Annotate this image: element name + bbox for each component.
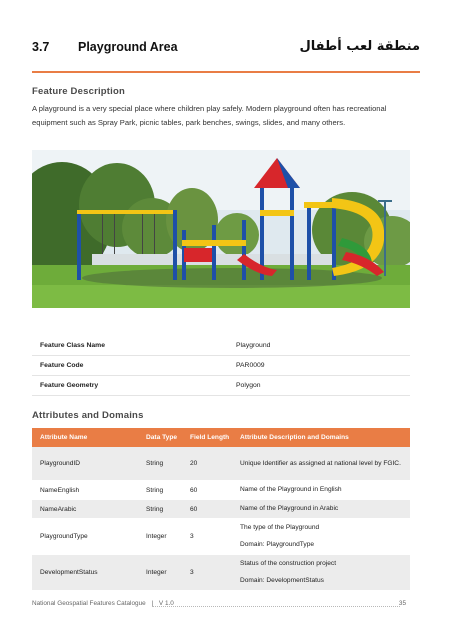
attribute-name: PlaygroundType — [40, 533, 88, 540]
attribute-name: PlaygroundID — [40, 460, 80, 467]
table-row — [32, 555, 410, 591]
attributes-table-header — [32, 428, 410, 447]
feature-class-row — [32, 336, 410, 356]
footer-separator: | — [151, 600, 154, 607]
footer-version: V 1.0 — [158, 600, 174, 607]
feature-class-value: Playground — [236, 342, 271, 349]
feature-class-row — [32, 376, 410, 396]
header-divider — [32, 71, 420, 73]
attribute-description: The type of the Playground — [240, 524, 320, 531]
table-row — [32, 481, 410, 500]
field-length: 60 — [190, 486, 198, 494]
attribute-description: Status of the construction project — [240, 560, 337, 567]
feature-class-row — [32, 356, 410, 376]
table-row — [32, 447, 410, 481]
column-header: Data Type — [146, 434, 178, 441]
column-header: Attribute Description and Domains — [240, 433, 349, 441]
section-arabic-title: منطقة لعب أطفال — [299, 39, 420, 54]
attribute-description-cell — [234, 558, 410, 587]
attribute-description: Name of the Playground in Arabic — [240, 505, 339, 512]
data-type: Integer — [146, 533, 167, 540]
data-type: Integer — [146, 569, 167, 576]
field-length: 3 — [190, 533, 194, 540]
column-header: Field Length — [190, 434, 230, 441]
attributes-table — [32, 428, 410, 591]
attribute-domain: Domain: DevelopmentStatus — [240, 577, 324, 584]
feature-class-key: Feature Geometry — [40, 382, 99, 389]
attribute-name: NameEnglish — [40, 486, 80, 494]
page-footer — [32, 600, 420, 612]
attributes-heading: Attributes and Domains — [32, 410, 144, 421]
field-length: 3 — [190, 569, 194, 576]
section-number: 3.7 — [32, 40, 50, 54]
attribute-description: Unique Identifier as assigned at national level by FGIC. — [240, 459, 401, 467]
attribute-domain: Domain: PlaygroundType — [240, 541, 315, 548]
table-row — [32, 500, 410, 519]
data-type: String — [146, 505, 164, 513]
section-title: Playground Area — [78, 40, 178, 54]
feature-description-heading: Feature Description — [32, 86, 126, 97]
attribute-name: DevelopmentStatus — [40, 569, 98, 576]
field-length: 20 — [190, 460, 198, 467]
feature-class-value: Polygon — [236, 382, 261, 389]
attribute-name: NameArabic — [40, 505, 77, 513]
attribute-description-cell — [234, 522, 410, 551]
feature-class-value: PAR0009 — [236, 362, 265, 369]
page-number: 35 — [398, 600, 406, 607]
attribute-description: Name of the Playground in English — [240, 486, 342, 493]
field-length: 60 — [190, 505, 198, 513]
data-type: String — [146, 486, 164, 494]
feature-class-table — [32, 336, 410, 396]
data-type: String — [146, 460, 164, 467]
footer-catalogue-name: National Geospatial Features Catalogue — [32, 600, 146, 607]
table-row — [32, 519, 410, 555]
column-header: Attribute Name — [40, 434, 88, 441]
feature-description-text: A playground is a very special place where children play safely. Modern playground often has recreational equipment such as Spray Park, picnic tables, park benches, swings, slides, and many others. — [32, 104, 387, 127]
footer-dotted-leader — [152, 606, 400, 607]
feature-class-key: Feature Class Name — [40, 342, 105, 349]
feature-class-key: Feature Code — [40, 362, 84, 369]
section-header — [32, 38, 420, 60]
playground-photo — [32, 150, 410, 308]
